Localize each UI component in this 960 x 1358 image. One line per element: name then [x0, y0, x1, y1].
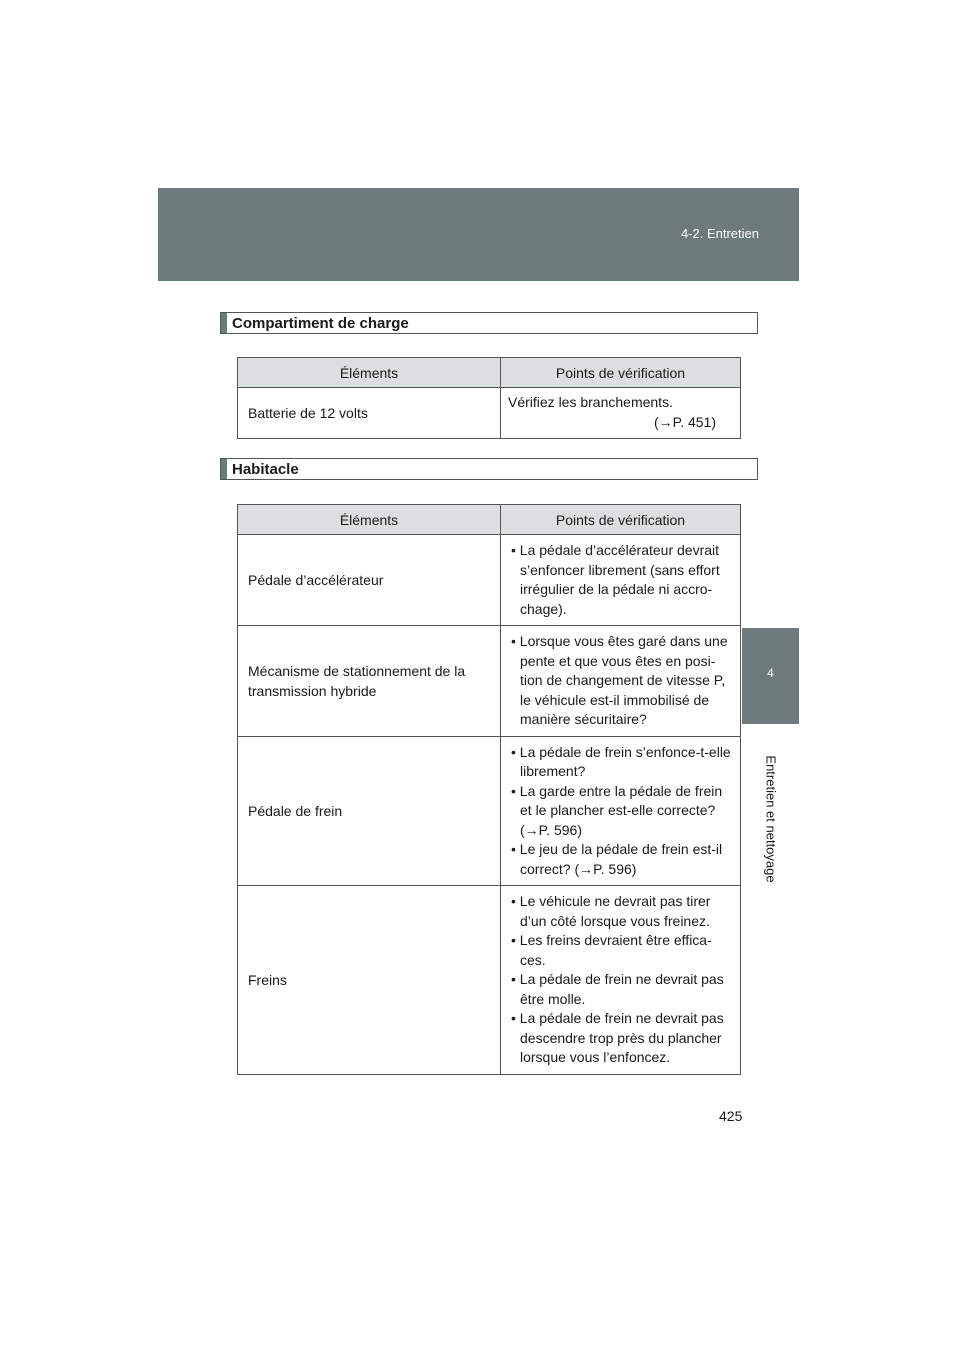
table-charge	[237, 357, 741, 439]
table-header-row	[238, 505, 741, 535]
section-heading-charge	[220, 312, 758, 334]
check-point: • Lorsque vous êtes garé dans une pente et que vous êtes en posi-tion de changement de vitesse P, le véhicule est-il immobilisé de manière sécuritaire?	[508, 632, 736, 730]
check-point: • La pédale de frein s’enfonce-t-elle librement?	[508, 743, 736, 782]
table-row	[238, 736, 741, 886]
section-label: 4-2. Entretien	[680, 226, 759, 241]
row-item: Pédale de frein	[238, 736, 501, 886]
section-title: Habitacle	[232, 461, 299, 478]
row-check	[501, 388, 741, 439]
row-item: Freins	[238, 886, 501, 1075]
col-header-points: Points de vérification	[501, 505, 741, 535]
section-heading-habitacle	[220, 458, 758, 480]
chapter-header	[158, 188, 799, 281]
table-row	[238, 535, 741, 626]
row-check	[501, 736, 741, 886]
row-item: Mécanisme de stationnement de la transmission hybride	[238, 626, 501, 737]
col-header-points: Points de vérification	[501, 358, 741, 388]
row-item: Pédale d’accélérateur	[238, 535, 501, 626]
section-title: Compartiment de charge	[232, 315, 409, 332]
check-point: • Le véhicule ne devrait pas tirer d’un côté lorsque vous freinez.	[508, 892, 736, 931]
chapter-number: 4	[767, 666, 774, 680]
chapter-tab	[742, 628, 799, 724]
check-point: • Le jeu de la pédale de frein est-il correct? (→P. 596)	[508, 840, 736, 879]
row-check	[501, 626, 741, 737]
page-number: 425	[719, 1108, 743, 1124]
table-row	[238, 626, 741, 737]
table-row	[238, 388, 741, 439]
check-point: • Les freins devraient être effica-ces.	[508, 931, 736, 970]
check-text: Vérifiez les branchements.	[508, 394, 673, 410]
table-header-row	[238, 358, 741, 388]
chapter-side-label	[742, 724, 799, 914]
chapter-title: Entretien et nettoyage	[763, 755, 778, 883]
col-header-items: Éléments	[238, 358, 501, 388]
check-point: • La pédale d’accélérateur devrait s’enfoncer librement (sans effort irrégulier de la pédale ni accro-chage).	[508, 541, 736, 619]
page-reference: (→P. 451)	[654, 413, 716, 430]
row-check	[501, 535, 741, 626]
check-point: • La pédale de frein ne devrait pas être molle.	[508, 970, 736, 1009]
table-habitacle	[237, 504, 741, 1075]
row-check	[501, 886, 741, 1075]
check-point: • La garde entre la pédale de frein et le plancher est-elle correcte? (→P. 596)	[508, 782, 736, 841]
check-point: • La pédale de frein ne devrait pas descendre trop près du plancher lorsque vous l’enfoncez.	[508, 1009, 736, 1068]
table-row	[238, 886, 741, 1075]
row-item: Batterie de 12 volts	[238, 388, 501, 439]
col-header-items: Éléments	[238, 505, 501, 535]
